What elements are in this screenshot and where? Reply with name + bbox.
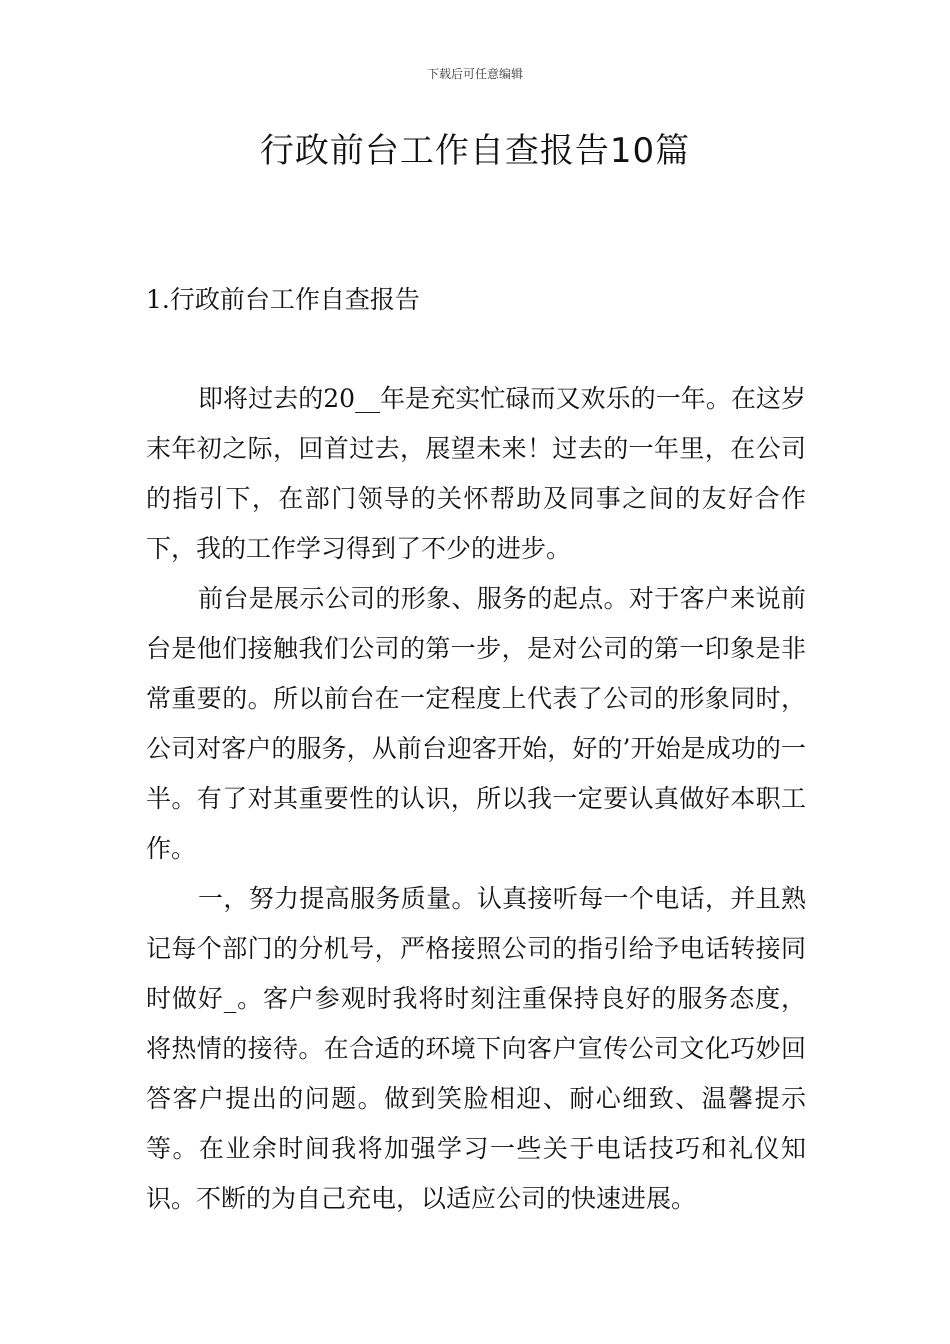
header-note: 下载后可任意编辑: [426, 67, 523, 81]
body-text: [146, 374, 806, 1224]
paragraph-service-quality: 一，努力提高服务质量。认真接听每一个电话，并且熟记每个部门的分机号，严格接照公司的指引给予电话转接同时做好_。客户参观时我将时刻注重保持良好的服务态度，将热情的接待。在合适的环境下向客户宣传公司文化巧妙回答客户提出的问题。做到笑脸相迎、耐心细致、温馨提示等。在业余时间我将加强学习一些关于电话技巧和礼仪知识。不断的为自己充电，以适应公司的快速进展。: [146, 884, 806, 1213]
paragraph-intro: 即将过去的20__年是充实忙碌而又欢乐的一年。在这岁末年初之际，回首过去，展望未来！过去的一年里，在公司的指引下，在部门领导的关怀帮助及同事之间的友好合作下，我的工作学习得到了不少的进步。: [146, 384, 806, 563]
section-heading: 1.行政前台工作自查报告: [146, 285, 420, 314]
document-title: 行政前台工作自查报告10篇: [259, 131, 691, 171]
paragraph-front-desk-importance: 前台是展示公司的形象、服务的起点。对于客户来说前台是他们接触我们公司的第一步，是对公司的第一印象是非常重要的。所以前台在一定程度上代表了公司的形象同时，公司对客户的服务，从前台迎客开始，好的’开始是成功的一半。有了对其重要性的认识，所以我一定要认真做好本职工作。: [146, 584, 806, 863]
